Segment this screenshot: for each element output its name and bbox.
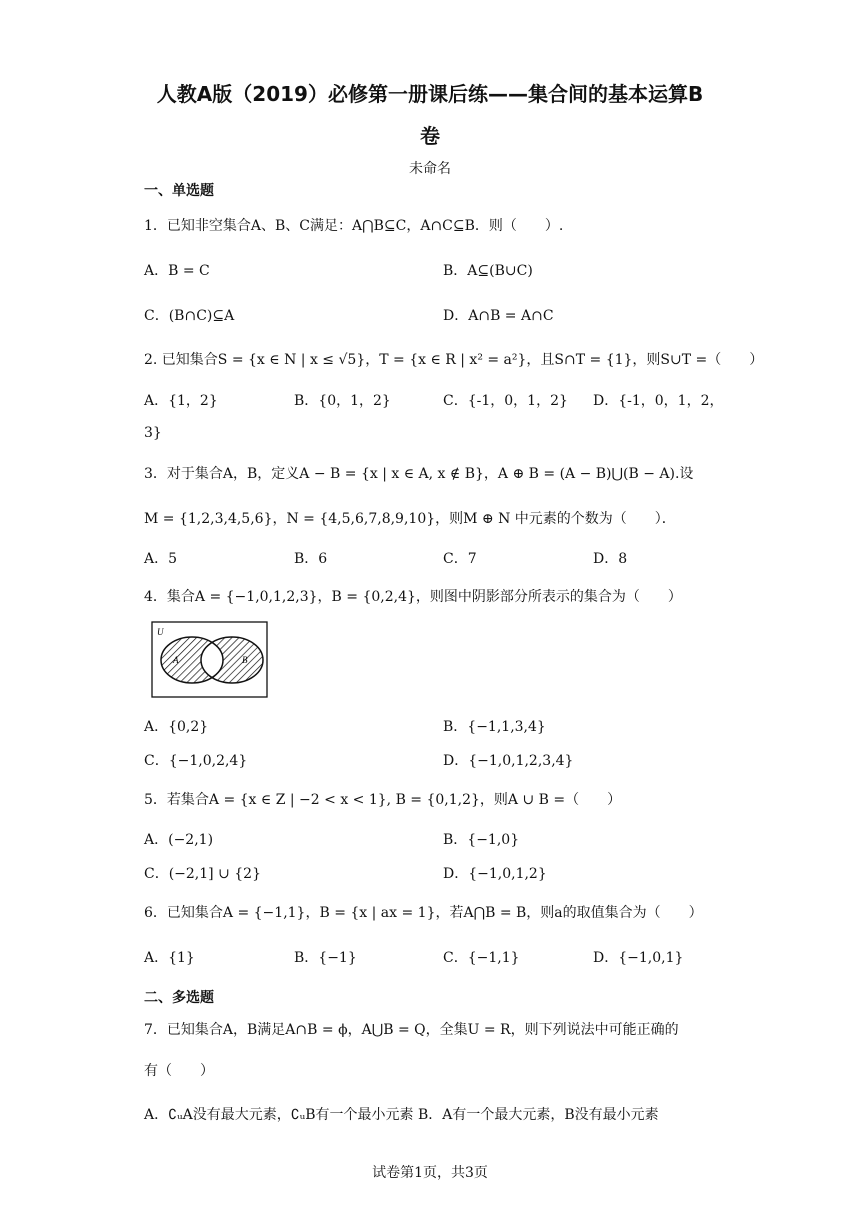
- question-2-option-a: A．{1，2}: [144, 393, 218, 409]
- question-3-option-b: B．6: [294, 551, 328, 567]
- question-5-option-d: D．{−1,0,1,2}: [443, 866, 547, 882]
- question-2-option-c: C．{-1，0，1，2}: [443, 393, 568, 409]
- question-7-stem-line2: 有（ ）: [144, 1063, 214, 1079]
- question-4-option-c: C．{−1,0,2,4}: [144, 753, 248, 769]
- question-1-option-c: C．(B∩C)⊆A: [144, 308, 235, 324]
- question-5-stem: 5．若集合A = {x ∈ Z | −2 < x < 1}, B = {0,1,2}，则A ∪ B =（ ）: [144, 792, 622, 808]
- question-3-option-a: A．5: [144, 551, 178, 567]
- question-5-option-a: A．(−2,1): [144, 832, 214, 848]
- question-4-stem: 4．集合A = {−1,0,1,2,3}，B = {0,2,4}，则图中阴影部分所表示的集合为（ ）: [144, 589, 682, 605]
- question-5-option-b: B．{−1,0}: [443, 832, 520, 848]
- document-title-line1: 人教A版（2019）必修第一册课后练——集合间的基本运算B: [156, 82, 704, 106]
- question-2-stem: 2. 已知集合S = {x ∈ N | x ≤ √5}，T = {x ∈ R | x² = a²}，且S∩T = {1}，则S∪T =（ ）: [144, 352, 764, 368]
- question-6-option-b: B．{−1}: [294, 950, 357, 966]
- question-1-option-a: A．B = C: [144, 263, 210, 279]
- question-2-option-d: D．{-1，0，1，2，: [593, 393, 724, 409]
- venn-label-u: U: [157, 627, 164, 637]
- question-6-option-a: A．{1}: [144, 950, 195, 966]
- question-2-option-d-continued: 3}: [144, 425, 162, 441]
- question-3-stem-line1: 3．对于集合A，B，定义A − B = {x | x ∈ A, x ∉ B}，A ⊕ B = (A − B)⋃(B − A).设: [144, 466, 694, 482]
- document-title-line2: 卷: [420, 124, 440, 148]
- question-4-option-d: D．{−1,0,1,2,3,4}: [443, 753, 574, 769]
- venn-diagram: [150, 620, 270, 700]
- document-subtitle: 未命名: [409, 161, 451, 177]
- section-single-choice: 一、单选题: [144, 183, 214, 199]
- question-2-option-b: B．{0，1，2}: [294, 393, 391, 409]
- question-6-option-d: D．{−1,0,1}: [593, 950, 684, 966]
- venn-label-a: A: [173, 655, 179, 665]
- question-7-stem-line1: 7．已知集合A，B满足A∩B = ϕ，A⋃B = Q，全集U = R，则下列说法中可能正确的: [144, 1022, 679, 1038]
- question-3-option-c: C．7: [443, 551, 477, 567]
- question-6-option-c: C．{−1,1}: [443, 950, 520, 966]
- question-3-stem-line2: M = {1,2,3,4,5,6}，N = {4,5,6,7,8,9,10}，则M ⊕ N 中元素的个数为（ ）．: [144, 511, 676, 527]
- question-1-option-d: D．A∩B = A∩C: [443, 308, 554, 324]
- question-1-stem: 1．已知非空集合A、B、C满足：A⋂B⊆C，A∩C⊆B．则（ ）.: [144, 218, 564, 234]
- question-6-stem: 6．已知集合A = {−1,1}，B = {x | ax = 1}，若A⋂B = B，则a的取值集合为（ ）: [144, 905, 703, 921]
- question-7-options-ab: A．∁ᵤA没有最大元素，∁ᵤB有一个最小元素 B．A有一个最大元素，B没有最小元素: [144, 1107, 659, 1123]
- question-4-option-b: B．{−1,1,3,4}: [443, 719, 546, 735]
- question-5-option-c: C．(−2,1] ∪ {2}: [144, 866, 261, 882]
- venn-label-b: B: [242, 655, 248, 665]
- page-footer: 试卷第1页，共3页: [372, 1165, 488, 1181]
- question-3-option-d: D．8: [593, 551, 628, 567]
- question-1-option-b: B．A⊆(B∪C): [443, 263, 533, 279]
- section-multiple-choice: 二、多选题: [144, 990, 214, 1006]
- question-4-option-a: A．{0,2}: [144, 719, 209, 735]
